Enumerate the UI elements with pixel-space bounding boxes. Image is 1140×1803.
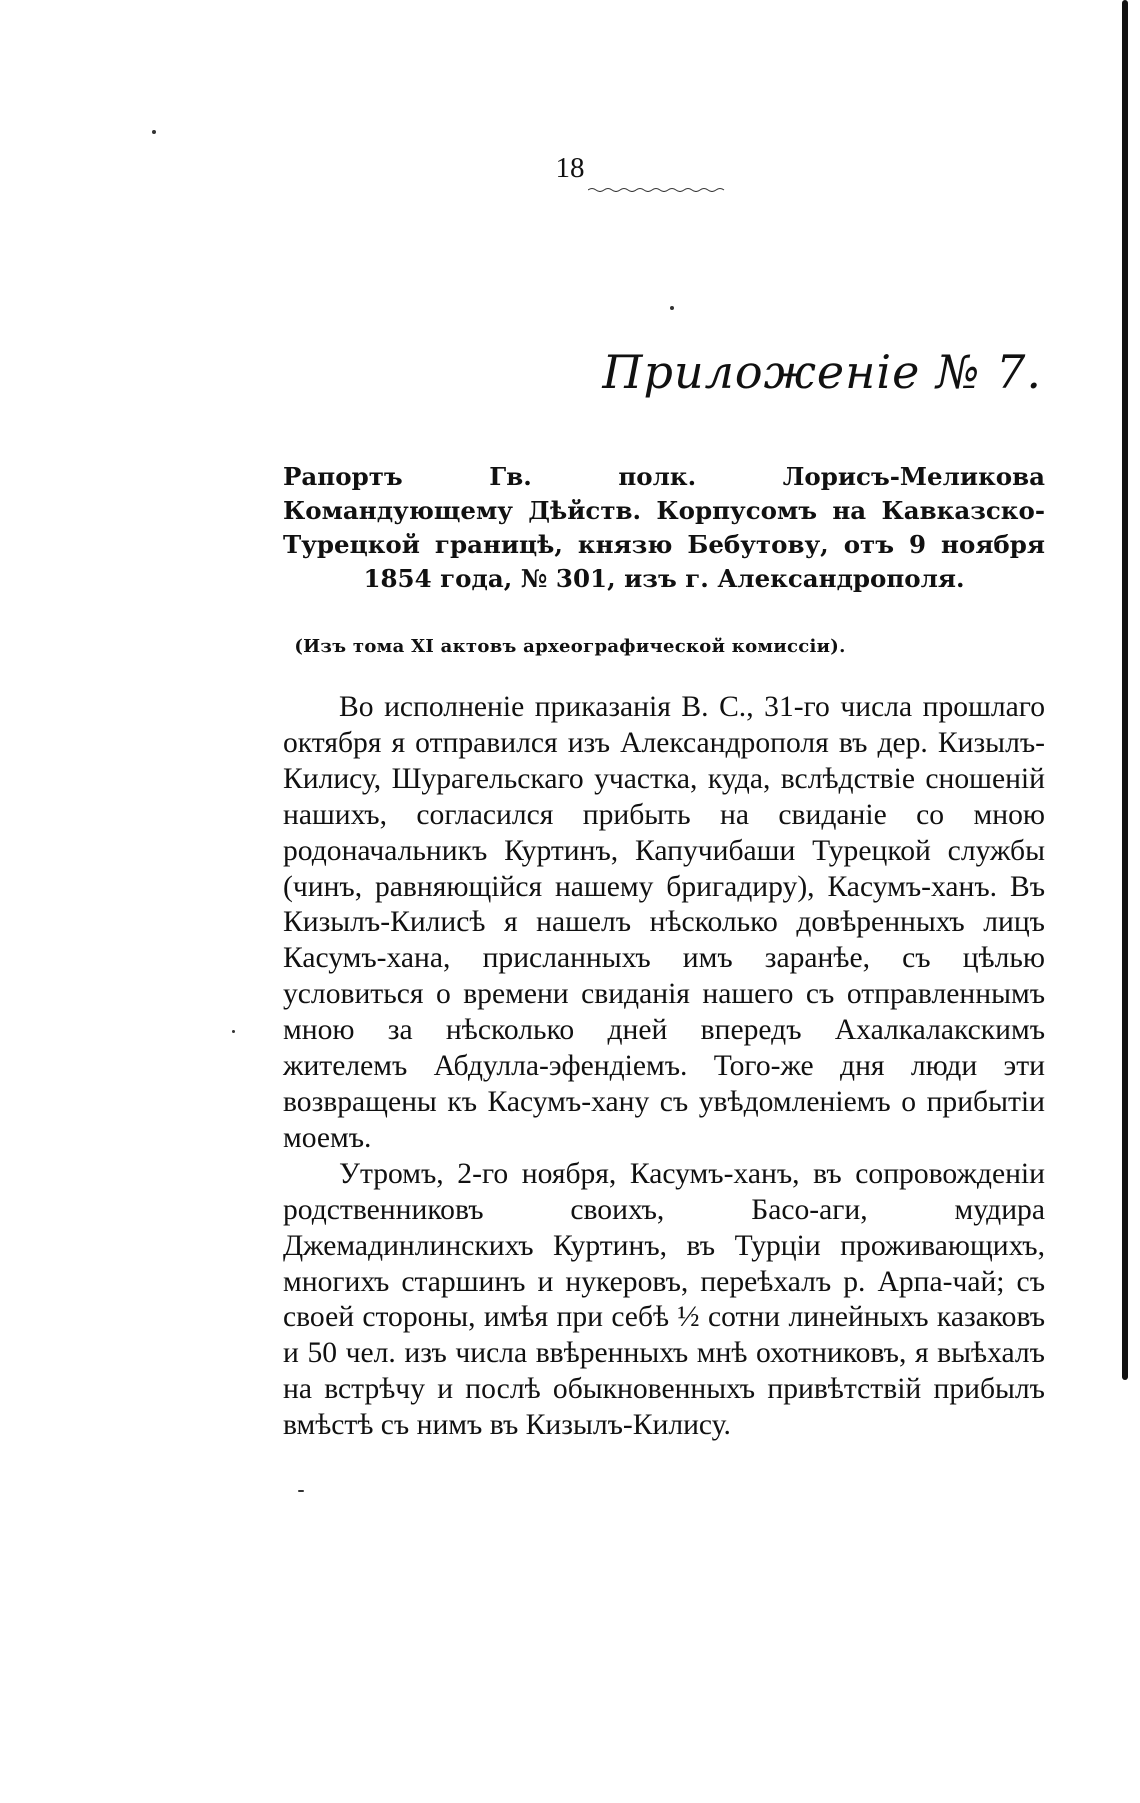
page-number-ornament (588, 187, 728, 192)
body-text (283, 690, 1045, 1444)
scan-speck (152, 130, 156, 134)
scan-speck (232, 1030, 235, 1033)
paragraph: Во исполненіе приказанія В. С., 31-го числа прошлаго октября я отправился изъ Александрополя въ дер. Кизылъ-Килису, Шурагельскаго участка, куда, вслѣдствіе сношеній нашихъ, согласился прибыть на свиданіе со мною родоначальникъ Куртинъ, Капучибаши Турецкой службы (чинъ, равняющійся нашему бригадиру), Касумъ-ханъ. Въ Кизылъ-Килисѣ я нашелъ нѣсколько довѣренныхъ лицъ Касумъ-хана, присланныхъ имъ заранѣе, съ цѣлью условиться о времени свиданія нашего съ отправленнымъ мною за нѣсколько дней впередъ Ахалкалакскимъ жителемъ Абдулла-эфендіемъ. Того-же дня люди эти возвращены къ Касумъ-хану съ увѣдомленіемъ о прибытіи моемъ. (283, 691, 1045, 1154)
scan-speck (298, 1490, 304, 1492)
report-title: Рапортъ Гв. полк. Лорисъ-Меликова Командующему Дѣйств. Корпусомъ на Кавказско-Турецкой границѣ, князю Бебутову, отъ 9 ноября 1854 года, № 301, изъ г. Александрополя. (283, 462, 1045, 593)
scan-speck (670, 306, 674, 310)
page-binding-edge (1122, 0, 1128, 1380)
appendix-heading: Приложеніе № 7. (602, 345, 1042, 399)
source-note: (Изъ тома XI актовъ археографической комиссіи). (294, 636, 846, 657)
paragraph: Утромъ, 2-го ноября, Касумъ-ханъ, въ сопровожденіи родственниковъ своихъ, Басо-аги, мудира Джемадинлинскихъ Куртинъ, въ Турціи проживающихъ, многихъ старшинъ и нукеровъ, переѣхалъ р. Арпа-чай; съ своей стороны, имѣя при себѣ ½ сотни линейныхъ казаковъ и 50 чел. изъ числа ввѣренныхъ мнѣ охотниковъ, я выѣхалъ на встрѣчу и послѣ обыкновенныхъ привѣтствій прибылъ вмѣстѣ съ нимъ въ Кизылъ-Килису. (283, 1157, 1045, 1442)
page-number: 18 (555, 152, 585, 184)
